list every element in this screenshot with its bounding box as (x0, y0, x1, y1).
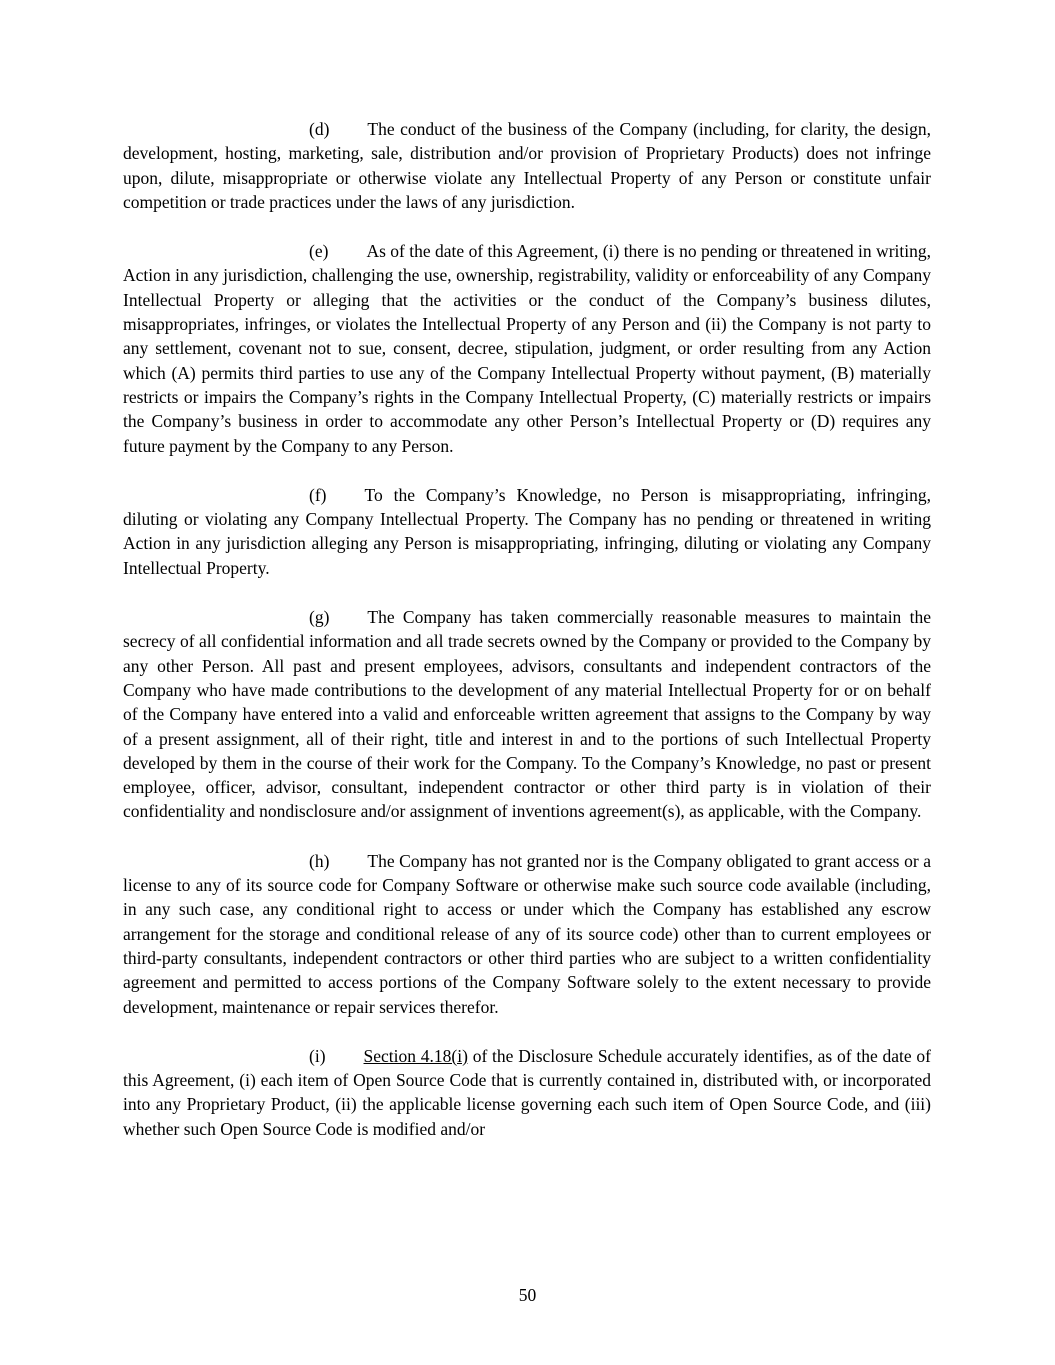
paragraph-label: (g) (309, 607, 330, 628)
paragraph-label: (i) (309, 1045, 326, 1066)
paragraph-h (123, 849, 931, 1019)
paragraph-f (123, 483, 931, 580)
section-cross-reference: Section 4.18(i) (363, 1045, 468, 1066)
paragraph-label: (h) (309, 850, 330, 871)
paragraph-text: To the Company’s Knowledge, no Person is misappropriating, infringing, diluting or violating any Company Intellectual Property. The Company has no pending or threatened in writing Action in any jurisdiction alleging any Person is misappropriating, infringing, diluting or violating any Company Intellectual Property. (123, 484, 931, 578)
paragraph-i (123, 1044, 931, 1141)
paragraph-text: The Company has not granted nor is the Company obligated to grant access or a license to any of its source code for Company Software or otherwise make such source code available (including, in any such case, any conditional right to access or under which the Company has established any escrow arrangement for the storage and conditional release of any of its source code) other than to current employees or third-party consultants, independent contractors or other third parties who are subject to a written confidentiality agreement and permitted to access portions of the Company Software solely to the extent necessary to provide development, maintenance or repair services therefor. (123, 850, 931, 1017)
paragraph-g (123, 605, 931, 824)
page-number: 50 (518, 1284, 537, 1305)
paragraph-e (123, 239, 931, 458)
paragraph-text: The conduct of the business of the Company (including, for clarity, the design, development, hosting, marketing, sale, distribution and/or provision of Proprietary Products) does not infringe upon, dilute, misappropriate or otherwise violate any Intellectual Property of any Person or constitute unfair competition or trade practices under the laws of any jurisdiction. (123, 119, 931, 212)
paragraph-label: (d) (309, 119, 330, 139)
paragraph-label: (f) (309, 484, 327, 505)
paragraph-d (123, 117, 931, 214)
paragraph-text: The Company has taken commercially reasonable measures to maintain the secrecy of all confidential information and all trade secrets owned by the Company or provided to the Company by any other Person. All past and present employees, advisors, consultants and independent contractors of the Company who have made contributions to the development of any material Intellectual Property for or on behalf of the Company have entered into a valid and enforceable written agreement that assigns to the Company by way of a present assignment, all of their right, title and interest in and to the portions of such Intellectual Property developed by them in the course of their work for the Company. To the Company’s Knowledge, no past or present employee, officer, advisor, consultant, independent contractor or other third party is in violation of their confidentiality and nondisclosure and/or assignment of inventions agreement(s), as applicable, with the Company. (123, 607, 931, 822)
paragraph-label: (e) (309, 241, 329, 262)
paragraph-text: of the Disclosure Schedule accurately identifies, as of the date of this Agreement, (i) each item of Open Source Code that is currently contained in, distributed with, or incorporated into any Proprietary Product, (ii) the applicable license governing each such item of Open Source Code, and (iii) whether such Open Source Code is modified and/or (123, 1045, 931, 1139)
paragraph-text: As of the date of this Agreement, (i) there is no pending or threatened in writing, Action in any jurisdiction, challenging the use, ownership, registrability, validity or enforceability of any Company Intellectual Property or alleging that the activities or the conduct of the Company’s business dilutes, misappropriates, infringes, or violates the Intellectual Property of any Person and (ii) the Company is not party to any settlement, covenant not to sue, consent, decree, stipulation, judgment, or order resulting from any Action which (A) permits third parties to use any of the Company Intellectual Property without payment, (B) materially restricts or impairs the Company’s rights in the Company Intellectual Property, (C) materially restricts or impairs the Company’s business in order to accommodate any other Person’s Intellectual Property or (D) requires any future payment by the Company to any Person. (123, 241, 931, 456)
